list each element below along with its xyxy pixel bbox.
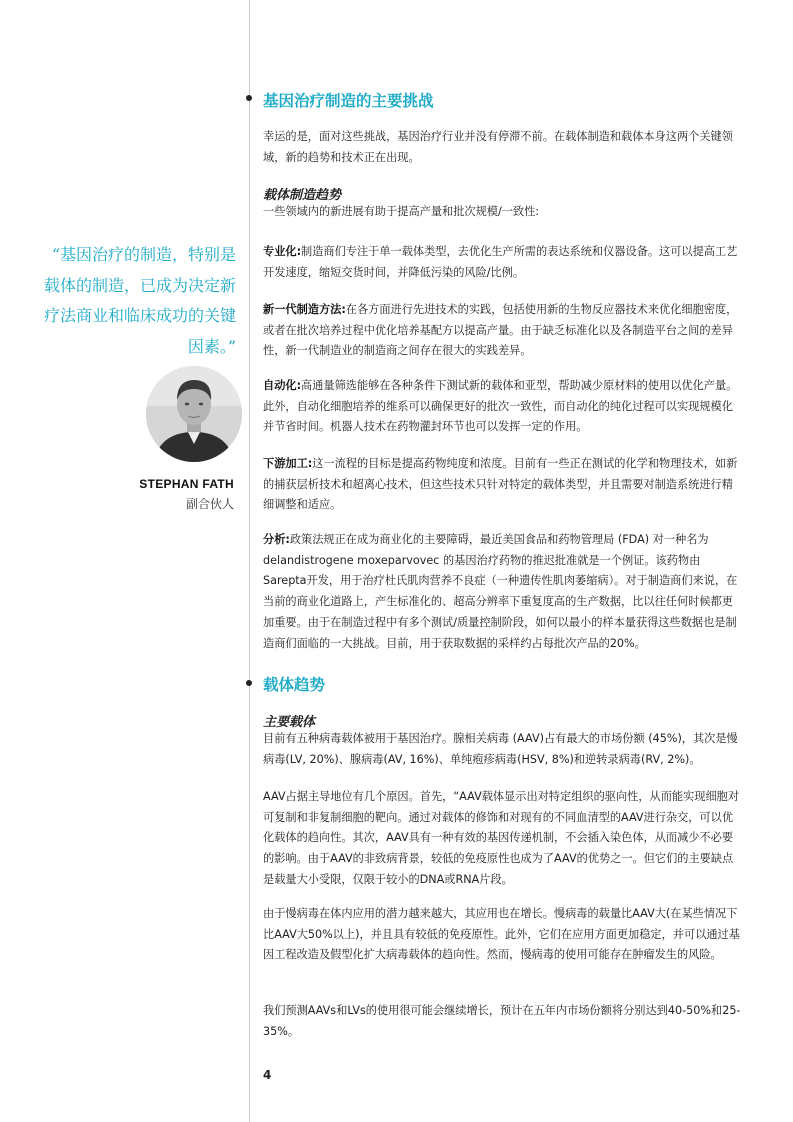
term-text: 在各方面进行先进技术的实践，包括使用新的生物反应器技术来优化细胞密度，或者在批次培养过程中优化培养基配方以提高产量。由于缺乏标准化以及各制造平台之间的差异性，新一代制造业的制造商之间存在很大的实践差异。 [263,303,738,358]
paragraph-downstream-processing [263,454,743,516]
term-label: 分析: [263,533,290,546]
term-text: 这一流程的目标是提高药物纯度和浓度。目前有一些正在测试的化学和物理技术，如新的捕获层析技术和超离心技术，但这些技术只针对特定的载体类型，并且需要对制造系统进行精细调整和适应。 [263,457,738,512]
term-text: 政策法规正在成为商业化的主要障碍，最近美国食品和药物管理局 (FDA) 对一种名为delandistrogene moxeparvovec 的基因治疗药物的推迟批准就是一个例证。该药物由Sarepta开发，用于治疗杜氏肌肉营养不良症（一种遗传性肌肉萎缩病）。对于制造商们来说，在当前的商业化道路上，产生标准化的、超高分辨率下重复度高的生产数据，比以往任何时候都更加重要。由于在制造过程中有多个测试/质量控制阶段，如何以最小的样本量获得这些数据也是制造商们面临的一大挑战。目前，用于获取数据的采样约占每批次产品的20%。 [263,533,738,650]
section-heading-challenges: 基因治疗制造的主要挑战 [263,92,434,110]
term-label: 自动化: [263,379,302,392]
section-bullet-2 [246,680,252,686]
avatar [146,366,242,462]
section-heading-vector-trends: 载体趋势 [263,676,326,694]
pull-quote: “基因治疗的制造，特别是载体的制造，已成为决定新疗法商业和临床成功的关键因素。” [43,245,236,356]
paragraph-vectors-overview: 目前有五种病毒载体被用于基因治疗。腺相关病毒 (AAV)占有最大的市场份额 (45%)，其次是慢病毒(LV, 20%)、腺病毒(AV, 16%)、单纯疱疹病毒(HSV, 8%)和逆转录病毒(RV, 2%)。 [263,732,738,766]
vertical-divider [249,0,250,1122]
paragraph-automation [263,376,743,438]
page-number: 4 [263,1068,272,1082]
paragraph-analytics [263,530,743,654]
term-label: 专业化: [263,245,302,258]
paragraph-intro: 幸运的是，面对这些挑战，基因治疗行业并没有停滞不前。在载体制造和载体本身这两个关键领域，新的趋势和技术正在出现。 [263,130,733,164]
term-label: 下游加工: [263,457,313,470]
paragraph-trends-intro: 一些领域内的新进展有助于提高产量和批次规模/一致性: [263,205,540,218]
paragraph-aav-dominance: AAV占据主导地位有几个原因。首先，“AAV载体显示出对特定组织的驱向性，从而能实现细胞对可复制和非复制细胞的靶向。通过对载体的修饰和对现有的不同血清型的AAV进行杂交，可以优化载体的趋向性。其次，AAV具有一种有效的基因传递机制，不会插入染色体，从而减少不必要的影响。由于AAV的非致病背景，较低的免疫原性也成为了AAV的优势之一。但它们的主要缺点是载量大小受限，仅限于较小的DNA或RNA片段。 [263,790,740,886]
paragraph-lentivirus: 由于慢病毒在体内应用的潜力越来越大，其应用也在增长。慢病毒的载量比AAV大(在某些情况下比AAV大50%以上)，并且具有较低的免疫原性。此外，它们在应用方面更加稳定，并可以通过基因工程改造及假型化扩大病毒载体的趋向性。然而，慢病毒的使用可能存在肿瘤发生的风险。 [263,907,740,962]
term-text: 制造商们专注于单一载体类型，去优化生产所需的表达系统和仪器设备。这可以提高工艺开发速度，缩短交货时间，并降低污染的风险/比例。 [263,245,738,279]
paragraph-forecast: 我们预测AAVs和LVs的使用很可能会继续增长，预计在五年内市场份额将分别达到40-50%和25-35%。 [263,1004,741,1038]
paragraph-specialization [263,242,743,283]
term-text: 高通量筛选能够在各种条件下测试新的载体和亚型，帮助减少原材料的使用以优化产量。此外，自动化细胞培养的维系可以确保更好的批次一致性，而自动化的纯化过程可以实现规模化并节省时间。机器人技术在药物灌封环节也可以发挥一定的作用。 [263,379,738,434]
term-label: 新一代制造方法: [263,303,346,316]
person-portrait-icon [146,366,242,462]
person-name: STEPHAN FATH [139,477,234,491]
subheading-manufacturing-trends: 载体制造趋势 [263,188,342,203]
section-bullet-1 [246,95,252,101]
subheading-main-vectors: 主要载体 [263,715,316,730]
person-role: 副合伙人 [185,497,234,511]
paragraph-next-gen-manufacturing [263,300,743,362]
